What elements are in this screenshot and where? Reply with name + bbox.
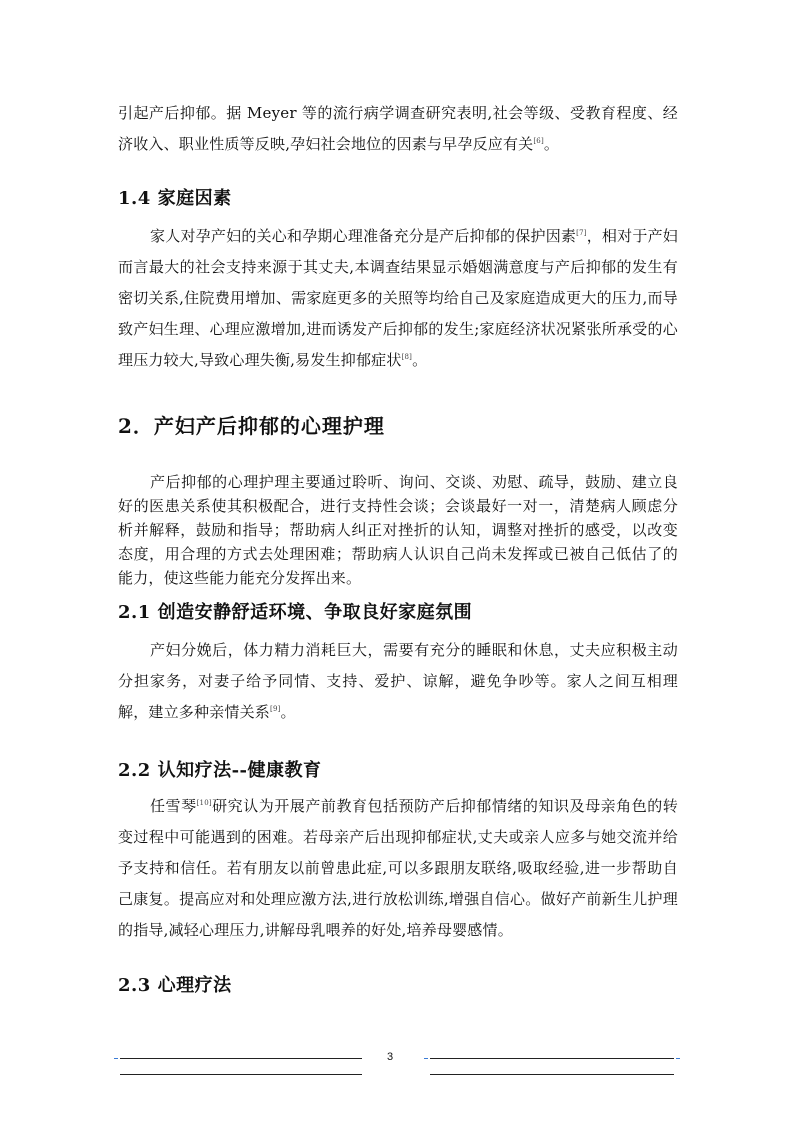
paragraph-family-factors: 家人对孕产妇的关心和孕期心理准备充分是产后抑郁的保护因素[7]，相对于产妇而言最大的社会支持来源于其丈夫,本调查结果显示婚姻满意度与产后抑郁的发生有密切关系,住院费用增加、需家庭更多的关照等均给自己及家庭造成更大的压力,而导致产妇生理、心理应激增加,进而诱发产后抑郁的发生;家庭经济状况紧张所承受的心理压力较大,导致心理失衡,易发生抑郁症状[8]。: [118, 227, 678, 369]
citation-7[interactable]: [7]: [576, 229, 587, 237]
chapter-heading-2: 2．产妇产后抑郁的心理护理: [118, 414, 385, 438]
citation-10[interactable]: [10]: [196, 799, 212, 807]
footer-rule-top-right: [430, 1058, 674, 1059]
footer-rule-bottom-right: [430, 1074, 674, 1075]
page-number: 3: [386, 1051, 394, 1063]
section-heading-2-2: 2.2 认知疗法--健康教育: [118, 760, 322, 781]
footer-rule-bottom-left: [120, 1074, 362, 1075]
footer-accent-right-end: [676, 1058, 680, 1059]
footer-accent-left: [114, 1058, 118, 1059]
paragraph-environment: 产妇分娩后，体力精力消耗巨大，需要有充分的睡眠和休息，丈夫应积极主动分担家务，对妻子给予同情、支持、爱护、谅解，避免争吵等。家人之间互相理解，建立多种亲情关系[9]。: [118, 641, 678, 721]
section-heading-2-3: 2.3 心理疗法: [118, 975, 232, 996]
paragraph-cognitive-therapy: 任雪琴[10]研究认为开展产前教育包括预防产后抑郁情绪的知识及母亲角色的转变过程中可能遇到的困难。若母亲产后出现抑郁症状,丈夫或亲人应多与她交流并给予支持和信任。若有朋友以前曾患此症,可以多跟朋友联络,吸取经验,进一步帮助自己康复。提高应对和处理应激方法,进行放松训练,增强自信心。做好产前新生儿护理的指导,减轻心理压力,讲解母乳喂养的好处,培养母婴感情。: [118, 797, 678, 939]
citation-6[interactable]: [6]: [533, 137, 544, 145]
footer-rule-top-left: [120, 1058, 362, 1059]
section-heading-1-4: 1.4 家庭因素: [118, 188, 232, 209]
paragraph-social-factors: 引起产后抑郁。据 Meyer 等的流行病学调查研究表明,社会等级、受教育程度、经济收入、职业性质等反映,孕妇社会地位的因素与早孕反应有关[6]。: [118, 104, 678, 153]
citation-8[interactable]: [8]: [401, 353, 413, 361]
citation-9[interactable]: [9]: [270, 705, 281, 713]
paragraph-psych-care-intro: 产后抑郁的心理护理主要通过聆听、询问、交谈、劝慰、疏导，鼓励、建立良好的医患关系使其积极配合，进行支持性会谈；会谈最好一对一，清楚病人顾虑分析并解释，鼓励和指导；帮助病人纠正对挫折的认知，调整对挫折的感受，以改变态度，用合理的方式去处理困难；帮助病人认识自己尚未发挥或已被自己低估了的能力，使这些能力能充分发挥出来。: [118, 473, 678, 587]
section-heading-2-1: 2.1 创造安静舒适环境、争取良好家庭氛围: [118, 602, 473, 623]
footer-accent-right: [424, 1058, 428, 1059]
